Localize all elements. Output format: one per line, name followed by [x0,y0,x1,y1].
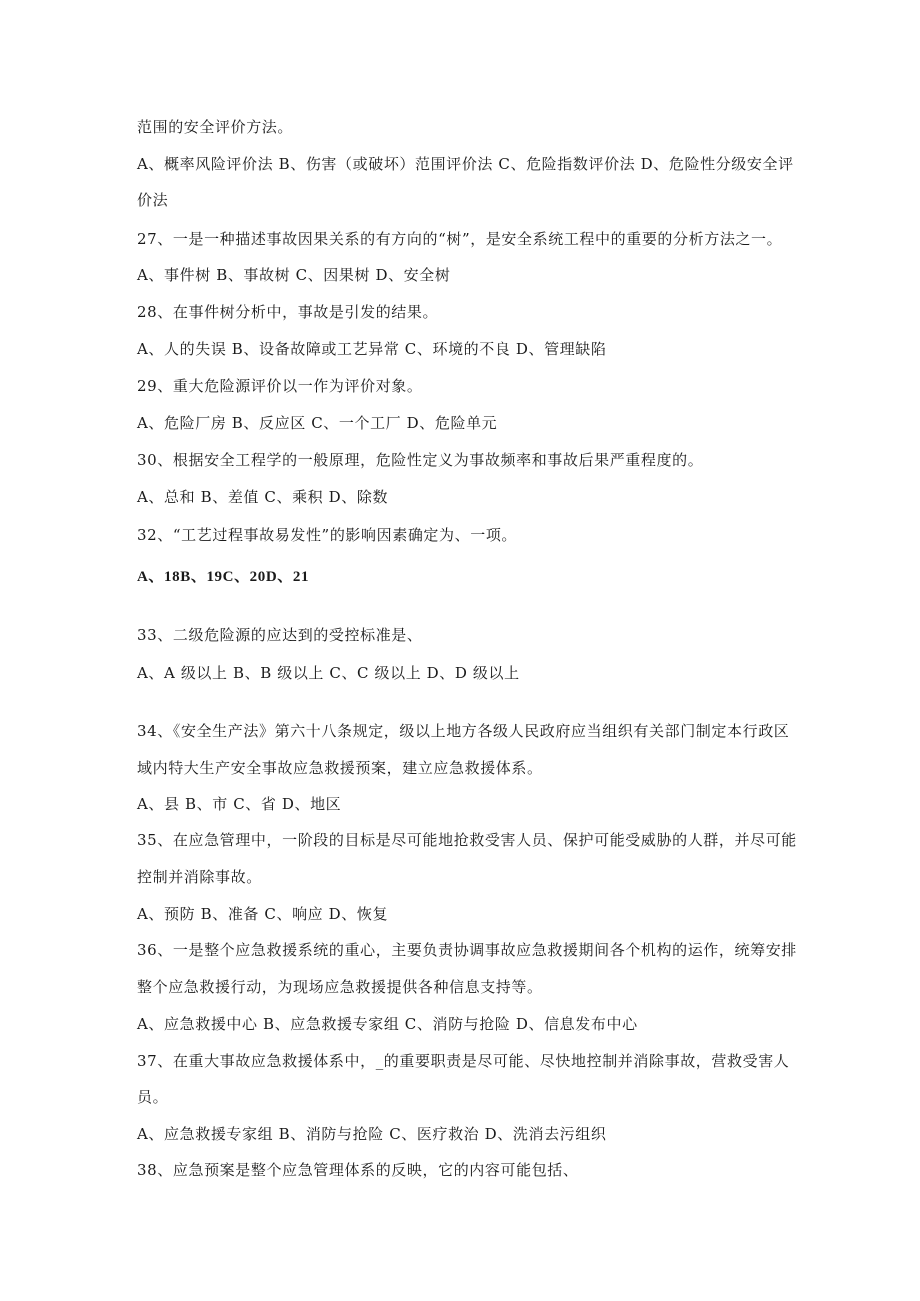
question-38: 38、应急预案是整个应急管理体系的反映，它的内容可能包括、 [137,1161,579,1179]
text-line: 控制并消除事故。 [137,868,262,886]
text-line: 价法 [137,191,169,209]
answer-options: A、预防 B、准备 C、响应 D、恢复 [137,905,389,923]
text-line: 员。 [137,1088,169,1106]
text-line: 范围的安全评价方法。 [137,118,294,136]
question-27: 27、一是一种描述事故因果关系的有方向的“树”，是安全系统工程中的重要的分析方法之一。 [137,230,783,248]
answer-options: A、人的失误 B、设备故障或工艺异常 C、环境的不良 D、管理缺陷 [137,340,607,358]
text-line: 整个应急救援行动，为现场应急救援提供各种信息支持等。 [137,978,543,996]
question-33: 33、二级危险源的应达到的受控标准是、 [137,626,423,644]
answer-options: A、A 级以上 B、B 级以上 C、C 级以上 D、D 级以上 [137,664,520,682]
question-32: 32、“工艺过程事故易发性”的影响因素确定为、一项。 [137,526,518,544]
answer-options: A、概率风险评价法 B、伤害（或破坏）范围评价法 C、危险指数评价法 D、危险性分级安全评 [137,155,794,173]
answer-options: A、18B、19C、20D、21 [137,569,310,585]
answer-options: A、应急救援专家组 B、消防与抢险 C、医疗救治 D、洗消去污组织 [137,1125,607,1143]
question-37: 37、在重大事故应急救援体系中，_的重要职责是尽可能、尽快地控制并消除事故，营救受害人 [137,1052,790,1070]
answer-options: A、应急救援中心 B、应急救援专家组 C、消防与抢险 D、信息发布中心 [137,1015,638,1033]
question-28: 28、在事件树分析中，事故是引发的结果。 [137,303,439,321]
question-30: 30、根据安全工程学的一般原理，危险性定义为事故频率和事故后果严重程度的。 [137,451,704,469]
question-36: 36、一是整个应急救援系统的重心，主要负责协调事故应急救援期间各个机构的运作，统筹安排 [137,941,797,959]
answer-options: A、事件树 B、事故树 C、因果树 D、安全树 [137,266,451,284]
question-29: 29、重大危险源评价以一作为评价对象。 [137,377,423,395]
text-line: 域内特大生产安全事故应急救援预案，建立应急救援体系。 [137,759,543,777]
question-34: 34、《安全生产法》第六十八条规定，级以上地方各级人民政府应当组织有关部门制定本行政区 [137,722,790,740]
answer-options: A、危险厂房 B、反应区 C、一个工厂 D、危险单元 [137,414,498,432]
answer-options: A、总和 B、差值 C、乘积 D、除数 [137,488,389,506]
answer-options: A、县 B、市 C、省 D、地区 [137,795,342,813]
question-35: 35、在应急管理中，一阶段的目标是尽可能地抢救受害人员、保护可能受威胁的人群，并尽可能 [137,831,797,849]
